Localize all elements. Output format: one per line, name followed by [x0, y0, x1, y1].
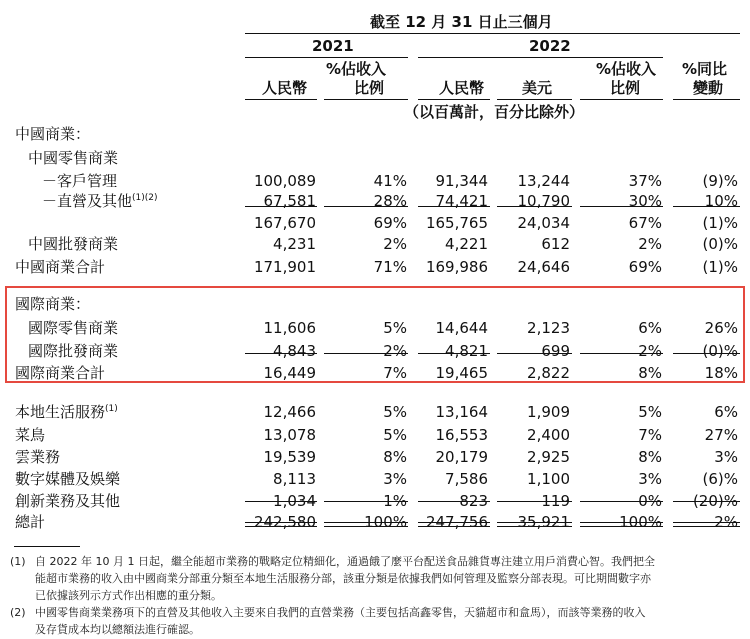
header-rule-top — [245, 33, 740, 34]
table-cell: 167,670 — [253, 214, 316, 232]
table-cell: 823 — [459, 492, 488, 510]
table-cell: (9)% — [702, 172, 738, 190]
table-cell: 1,034 — [273, 492, 316, 510]
table-cell: 67% — [628, 214, 662, 232]
row-label — [15, 127, 90, 142]
table-cell: 4,843 — [273, 342, 316, 360]
table-cell: 28% — [373, 192, 407, 210]
table-cell: 35,921 — [517, 513, 570, 531]
row-label-text: －客戶管理 — [42, 172, 118, 190]
row-label — [28, 151, 118, 166]
table-cell: 91,344 — [435, 172, 488, 190]
table-cell: 10,790 — [517, 192, 570, 210]
table-cell: 2,822 — [527, 364, 570, 382]
table-cell: 11,606 — [263, 319, 316, 337]
total-rule-5 — [580, 501, 663, 502]
table-cell: 24,034 — [517, 214, 570, 232]
table-cell: 2,925 — [527, 448, 570, 466]
table-cell: 699 — [541, 342, 570, 360]
table-cell: 13,164 — [435, 403, 488, 421]
table-cell: 5% — [383, 403, 407, 421]
table-cell: 1,100 — [527, 470, 570, 488]
total-rule-2 — [324, 501, 408, 502]
col-rule-4 — [497, 99, 572, 100]
total-rule-6 — [673, 501, 740, 502]
total-rule-3 — [418, 501, 490, 502]
table-cell: 12,466 — [263, 403, 316, 421]
table-cell: 2% — [383, 235, 407, 253]
table-cell: (0)% — [702, 235, 738, 253]
row-label-text: 雲業務 — [15, 448, 61, 466]
table-cell: 1% — [383, 492, 407, 510]
table-cell: 3% — [383, 470, 407, 488]
row-label — [15, 405, 118, 420]
row-label-text: 菜鳥 — [15, 426, 46, 444]
table-cell: 69% — [373, 214, 407, 232]
table-cell: 5% — [383, 426, 407, 444]
row-label — [15, 428, 45, 443]
subtotal-rule-5 — [580, 206, 663, 207]
footnote-2-line-2: 及存貨成本均以總額法進行確認。 — [35, 623, 200, 636]
table-cell: (1)% — [702, 258, 738, 276]
table-cell: 4,231 — [273, 235, 316, 253]
row-label — [15, 260, 105, 275]
table-cell: 41% — [373, 172, 407, 190]
table-cell: 2% — [638, 235, 662, 253]
period-heading: 截至 12 月 31 日止三個月 — [370, 13, 553, 31]
table-cell: 69% — [628, 258, 662, 276]
total-double-rule-2 — [324, 522, 408, 527]
table-cell: 16,553 — [435, 426, 488, 444]
total-double-rule-5 — [580, 522, 663, 527]
table-cell: 2,123 — [527, 319, 570, 337]
table-cell: 67,581 — [263, 192, 316, 210]
row-label — [15, 515, 45, 530]
row-label-text: 國際批發商業 — [28, 342, 119, 360]
table-cell: 13,078 — [263, 426, 316, 444]
total-rule-4 — [497, 501, 572, 502]
footnote-ref: (1)(2) — [132, 193, 158, 203]
col-usd-2022: 美元 — [522, 79, 553, 97]
col-rule-2 — [324, 99, 408, 100]
table-cell: 169,986 — [425, 258, 488, 276]
table-cell: 100% — [364, 513, 407, 531]
footnote-2-line-1: 中國零售商業業務項下的直營及其他收入主要來自我們的直營業務（主要包括高鑫零售，天貓超市和盒馬），而該等業務的收入 — [35, 606, 646, 619]
row-label-text: 國際零售商業 — [28, 319, 119, 337]
footnote-divider — [14, 546, 80, 547]
col-rmb-2022: 人民幣 — [439, 79, 485, 97]
footnote-1-marker: (1) — [10, 555, 26, 568]
table-cell: 37% — [628, 172, 662, 190]
col-rule-1 — [245, 99, 317, 100]
table-cell: 18% — [704, 364, 738, 382]
table-cell: 71% — [373, 258, 407, 276]
table-cell: (20)% — [692, 492, 738, 510]
row-label-text: 創新業務及其他 — [15, 492, 121, 510]
row-label-text: 中國零售商業 — [28, 149, 119, 167]
table-cell: 14,644 — [435, 319, 488, 337]
units-note: （以百萬計，百分比除外） — [404, 103, 585, 121]
footnote-ref: (1) — [105, 404, 118, 414]
row-label — [42, 194, 158, 209]
footnote-1-line-2: 能超市業務的收入由中國商業分部重分類至本地生活服務分部，該重分類是依據我們如何管理及監察分部表現。可比期間數字亦 — [35, 572, 651, 585]
row-label-text: 數字媒體及娛樂 — [15, 470, 121, 488]
table-cell: 3% — [714, 448, 738, 466]
row-label-text: 國際商業合計 — [15, 364, 106, 382]
header-rule-2022 — [418, 57, 663, 58]
row-label-text: 國際商業： — [15, 295, 91, 313]
col-pct-2022-line1: %佔收入 — [596, 60, 657, 78]
col-pct-2021-line1: %佔收入 — [326, 60, 387, 78]
total-double-rule-6 — [673, 522, 740, 527]
subtotal-rule-2 — [324, 206, 408, 207]
table-cell: 8,113 — [273, 470, 316, 488]
table-cell: 247,756 — [425, 513, 488, 531]
table-cell: 7,586 — [445, 470, 488, 488]
subtotal-rule-1 — [245, 206, 317, 207]
table-cell: 6% — [714, 403, 738, 421]
table-cell: 74,421 — [435, 192, 488, 210]
table-cell: 8% — [638, 364, 662, 382]
table-cell: (0)% — [702, 342, 738, 360]
col-rmb-2021: 人民幣 — [262, 79, 308, 97]
col-yoy-line2: 變動 — [693, 79, 724, 97]
table-cell: 100% — [619, 513, 662, 531]
total-double-rule-3 — [418, 522, 490, 527]
table-cell: 13,244 — [517, 172, 570, 190]
subtotal-rule-4 — [497, 206, 572, 207]
table-cell: 7% — [638, 426, 662, 444]
table-cell: 7% — [383, 364, 407, 382]
total-rule-1 — [245, 501, 317, 502]
table-cell: 24,646 — [517, 258, 570, 276]
table-cell: 1,909 — [527, 403, 570, 421]
row-label-text: 中國批發商業 — [28, 235, 119, 253]
year-2022-heading: 2022 — [529, 37, 571, 55]
table-cell: 6% — [638, 319, 662, 337]
row-label-text: 中國商業： — [15, 125, 91, 143]
col-rule-5 — [580, 99, 663, 100]
row-label — [15, 450, 60, 465]
row-label — [15, 494, 120, 509]
table-cell: 612 — [541, 235, 570, 253]
footnote-1-line-3: 已依據該列示方式作出相應的重分類。 — [35, 589, 222, 602]
col-pct-2022-line2: 比例 — [610, 79, 641, 97]
col-rule-6 — [673, 99, 740, 100]
total-double-rule-1 — [245, 522, 317, 527]
table-cell: 8% — [638, 448, 662, 466]
table-cell: 242,580 — [253, 513, 316, 531]
table-cell: 30% — [628, 192, 662, 210]
table-cell: 2% — [638, 342, 662, 360]
table-cell: (6)% — [702, 470, 738, 488]
table-cell: 19,465 — [435, 364, 488, 382]
table-cell: 5% — [383, 319, 407, 337]
table-cell: 16,449 — [263, 364, 316, 382]
table-cell: 27% — [704, 426, 738, 444]
subtotal-rule-3 — [418, 206, 490, 207]
table-cell: 8% — [383, 448, 407, 466]
row-label-text: 本地生活服務 — [15, 403, 106, 421]
table-cell: 5% — [638, 403, 662, 421]
row-label-text: 總計 — [15, 513, 46, 531]
table-cell: 26% — [704, 319, 738, 337]
row-label — [15, 472, 120, 487]
total-double-rule-4 — [497, 522, 572, 527]
table-cell: 165,765 — [425, 214, 488, 232]
table-cell: (1)% — [702, 214, 738, 232]
table-cell: 3% — [638, 470, 662, 488]
table-cell: 4,221 — [445, 235, 488, 253]
year-2021-heading: 2021 — [312, 37, 354, 55]
table-cell: 10% — [704, 192, 738, 210]
table-cell: 171,901 — [253, 258, 316, 276]
international-highlight-box — [5, 286, 745, 383]
col-yoy-line1: %同比 — [682, 60, 728, 78]
subtotal-rule-6 — [673, 206, 740, 207]
footnote-2-marker: (2) — [10, 606, 26, 619]
table-cell: 20,179 — [435, 448, 488, 466]
table-cell: 2% — [383, 342, 407, 360]
row-label — [42, 174, 117, 189]
table-cell: 0% — [638, 492, 662, 510]
row-label-text: －直營及其他 — [42, 192, 133, 210]
footnote-1-line-1: 自 2022 年 10 月 1 日起，繼全能超市業務的戰略定位精細化，通過餓了麼平台配送食品雜貨專注建立用戶消費心智。我們把全 — [35, 555, 655, 568]
table-cell: 19,539 — [263, 448, 316, 466]
table-cell: 4,821 — [445, 342, 488, 360]
table-cell: 100,089 — [253, 172, 316, 190]
row-label-text: 中國商業合計 — [15, 258, 106, 276]
col-pct-2021-line2: 比例 — [354, 79, 385, 97]
table-cell: 2% — [714, 513, 738, 531]
header-rule-2021 — [245, 57, 408, 58]
row-label — [28, 237, 118, 252]
col-rule-3 — [418, 99, 490, 100]
table-cell: 2,400 — [527, 426, 570, 444]
table-cell: 119 — [541, 492, 570, 510]
